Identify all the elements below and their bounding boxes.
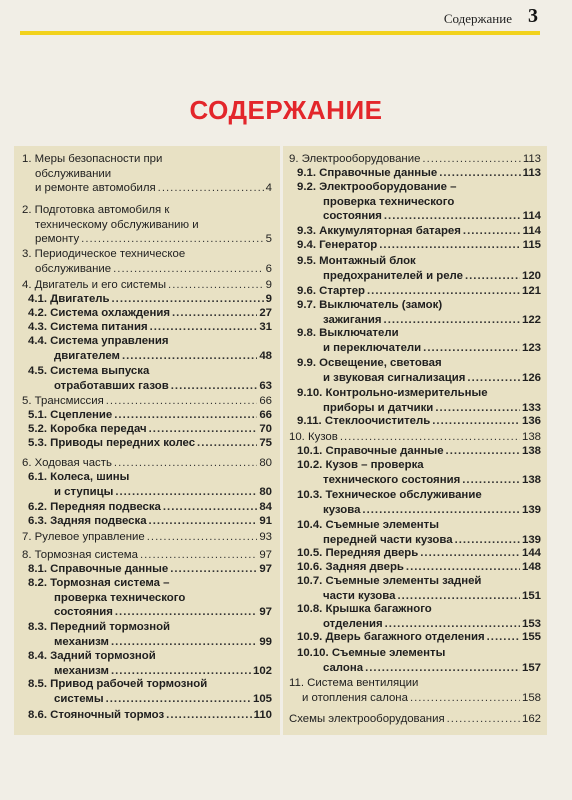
toc-entry-text: 5.2. Коробка передач [28,423,147,435]
toc-entry-text: 5. Трансмиссия [22,395,104,407]
toc-entry [283,298,547,327]
leader-dots [463,224,521,239]
leader-dots [115,485,257,500]
toc-entry [14,470,280,499]
toc-entry-text: отработавших газов [54,379,169,392]
toc-entry [283,414,547,429]
leader-dots [435,401,520,416]
toc-page-number: 9 [265,293,272,305]
toc-page-number: 114 [522,225,541,237]
toc-entry [283,676,547,705]
toc-page-number: 5 [265,233,272,246]
toc-entry-text: 8.5. Привод рабочей тормозной [28,678,208,690]
leader-dots [112,292,264,307]
leader-dots [111,635,257,650]
leader-dots [397,589,520,604]
toc-entry-text: 9.1. Справочные данные [297,167,438,179]
leader-dots [423,341,520,356]
toc-entry-text: 8.3. Передний тормозной [28,621,171,633]
toc-entry [283,238,547,253]
leader-dots [487,630,520,645]
toc-page-number: 66 [259,395,272,407]
toc-page-number: 110 [253,709,272,721]
toc-entry-text: системы [54,692,104,705]
toc-page-number: 115 [522,239,541,251]
toc-entry-text: проверка технического [323,195,455,208]
toc-page-number: 139 [521,503,541,516]
header-rule [20,31,540,35]
toc-entry-text: 4.2. Система охлаждения [28,307,171,319]
leader-dots [197,436,257,451]
toc-entry-text: состояния [323,210,382,223]
toc-entry-text: 8.4. Задний тормозной [28,650,156,662]
leader-dots [166,708,251,723]
toc-entry [14,394,280,409]
toc-entry-text: 4.1. Двигатель [28,293,110,305]
toc-page-number: 136 [521,415,541,427]
toc-entry [283,166,547,181]
toc-entry-text: 4.4. Система управления [28,335,169,347]
toc-entry [14,306,280,321]
toc-page-number: 155 [521,631,541,643]
toc-entry-text: 10.2. Кузов – проверка [297,459,424,471]
toc-entry-text: 7. Рулевое управление [22,531,145,543]
toc-entry [283,326,547,355]
toc-entry-text: 6.3. Задняя подвеска [28,515,147,527]
toc-entry [14,677,280,706]
toc-entry-text: технического состояния [323,473,461,486]
leader-dots [462,473,520,488]
leader-dots [140,548,257,563]
toc-entry [283,488,547,517]
toc-entry-text: 10.10. Съемные элементы [297,647,446,659]
toc-entry-text: 8. Тормозная система [22,549,138,561]
toc-entry-text: 4.3. Система питания [28,321,148,333]
toc-entry [14,548,280,563]
toc-entry [14,620,280,649]
toc-page-number: 123 [521,341,541,354]
toc-entry-text: 6. Ходовая часть [22,457,112,469]
toc-entry-text: 8.6. Стояночный тормоз [28,709,165,721]
leader-dots [149,422,258,437]
leader-dots [149,514,258,529]
toc-entry-text: зажигания [323,313,382,326]
toc-page-number: 31 [259,321,272,333]
toc-entry-text: 10.3. Техническое обслуживание [297,489,482,501]
leader-dots [114,408,257,423]
toc-page-number: 6 [265,262,272,275]
toc-entry [283,630,547,645]
page-number: 3 [528,5,538,27]
toc-entry-text: 10.8. Крышка багажного [297,603,432,615]
leader-dots [115,605,257,620]
toc-entry-text: и ступицы [54,485,114,498]
toc-page-number: 138 [521,431,541,443]
leader-dots [465,269,520,284]
leader-dots [106,692,251,707]
toc-page-number: 84 [259,501,272,513]
toc-entry [283,180,547,224]
leader-dots [432,414,520,429]
toc-entry [14,456,280,471]
toc-entry-text: Схемы электрооборудования [289,713,445,725]
toc-entry-text: 10.6. Задняя дверь [297,561,404,573]
toc-entry [283,224,547,239]
toc-page-number: 162 [521,713,541,725]
toc-page-number: 66 [259,409,272,421]
toc-entry [14,649,280,678]
toc-page-number: 97 [259,549,272,561]
toc-entry-text: 3. Периодическое техническое [22,248,186,260]
toc-entry [14,530,280,545]
toc-entry [283,386,547,415]
toc-page-number: 48 [259,349,272,362]
toc-entry-text: 10.9. Дверь багажного отделения [297,631,485,643]
leader-dots [111,664,251,679]
leader-dots [455,533,520,548]
leader-dots [367,284,520,299]
toc-entry [14,152,280,196]
toc-page-number: 97 [259,563,272,575]
toc-entry-text: ремонту [35,233,80,246]
toc-entry-text: обслуживание [35,262,112,275]
toc-entry-text: и переключатели [323,341,422,354]
toc-page-number: 75 [259,437,272,449]
toc-entry-text: и звуковая сигнализация [323,371,466,384]
toc-entry-text: части кузова [323,589,396,602]
toc-entry [14,562,280,577]
toc-page-number: 27 [259,307,272,319]
toc-entry [14,247,280,276]
toc-entry-text: 6.1. Колеса, шины [28,471,130,483]
toc-entry-text: 10.5. Передняя дверь [297,547,419,559]
toc-page-number: 121 [521,285,541,297]
toc-entry-text: кузова [323,503,361,516]
toc-entry [14,292,280,307]
toc-entry-text: 9.7. Выключатель (замок) [297,299,443,311]
toc-entry [283,458,547,487]
toc-page-number: 113 [522,153,541,165]
toc-entry [14,436,280,451]
toc-entry [14,514,280,529]
toc-page-number: 4 [265,182,272,195]
toc-entry [283,254,547,283]
toc-entry-text: 4.5. Система выпуска [28,365,150,377]
leader-dots [379,238,520,253]
toc-entry-text: 8.1. Справочные данные [28,563,169,575]
toc-entry-text: 9.5. Монтажный блок [297,255,416,267]
toc-entry [14,422,280,437]
toc-entry-text: 9.11. Стеклоочиститель [297,415,431,427]
toc-page-number: 122 [521,313,541,326]
leader-dots [106,394,258,409]
toc-entry [14,364,280,393]
toc-page-number: 80 [259,457,272,469]
leader-dots [384,313,520,328]
toc-entry-text: обслуживании [35,167,112,180]
header-section-title: Содержание [443,11,512,26]
toc-page-number: 93 [259,531,272,543]
toc-page-number: 148 [521,561,541,573]
leader-dots [147,530,258,545]
toc-entry [283,444,547,459]
toc-entry-text: 6.2. Передняя подвеска [28,501,161,513]
toc-entry [283,646,547,675]
leader-dots [439,166,520,181]
toc-entry-text: 9.3. Аккумуляторная батарея [297,225,461,237]
toc-entry-text: 11. Система вентиляции [289,677,419,689]
toc-entry-text: и отопления салона [302,691,408,704]
toc-entry-text: проверка технического [54,591,186,604]
toc-entry [283,602,547,631]
toc-entry-text: 9.2. Электрооборудование – [297,181,457,193]
toc-entry [14,278,280,293]
toc-right-column [283,146,547,735]
leader-dots [168,278,264,293]
page-title: СОДЕРЖАНИЕ [189,95,383,125]
toc-page-number: 120 [521,269,541,282]
toc-entry-text: 9.6. Стартер [297,285,365,297]
toc-page-number: 126 [521,371,541,384]
toc-entry [14,320,280,335]
toc-entry-text: предохранителей и реле [323,269,463,282]
toc-page-number: 63 [259,379,272,392]
leader-dots [406,560,520,575]
toc-entry-text: 9.8. Выключатели [297,327,399,339]
toc-entry-text: 10.1. Справочные данные [297,445,444,457]
toc-left-column [14,146,280,735]
toc-entry-text: салона [323,661,364,674]
toc-entry-text: механизм [54,664,109,677]
toc-entry [283,356,547,385]
toc-entry [14,408,280,423]
leader-dots [467,371,520,386]
toc-entry-text: 1. Меры безопасности при [22,153,163,165]
toc-entry-text: механизм [54,635,109,648]
leader-dots [114,456,257,471]
toc-entry [283,518,547,547]
toc-entry-text: 9.4. Генератор [297,239,378,251]
leader-dots [81,232,263,247]
leader-dots [113,262,264,277]
leader-dots [384,209,521,224]
toc-entry-text: передней части кузова [323,533,453,546]
toc-page-number: 138 [521,445,541,457]
leader-dots [163,500,257,515]
leader-dots [446,444,520,459]
toc-page-number: 97 [259,606,272,619]
toc-entry-text: состояния [54,606,113,619]
leader-dots [410,691,520,706]
leader-dots [158,181,264,196]
leader-dots [447,712,520,727]
toc-entry [283,430,547,445]
toc-entry-text: 9.9. Освещение, световая [297,357,442,369]
toc-page-number: 153 [521,617,541,630]
toc-page-number: 99 [259,635,272,648]
toc-entry-text: техническому обслуживанию и [35,218,199,231]
leader-dots [420,546,520,561]
leader-dots [340,430,520,445]
page-header [0,0,572,40]
toc-entry-text: 5.1. Сцепление [28,409,113,421]
toc-page-number: 157 [521,661,541,674]
toc-page-number: 80 [259,485,272,498]
toc-entry-text: отделения [323,617,383,630]
toc-entry [283,284,547,299]
toc-entry [14,334,280,363]
leader-dots [122,349,257,364]
toc-entry-text: 10.4. Съемные элементы [297,519,439,531]
toc-entry [283,152,547,167]
toc-page-number: 158 [521,691,541,704]
toc-page-number: 144 [521,547,541,559]
leader-dots [385,617,520,632]
toc-entry-text: 9. Электрооборудование [289,153,421,165]
toc-page-number: 113 [522,167,541,179]
toc-page-number: 114 [522,210,541,223]
toc-page-number: 70 [259,423,272,435]
leader-dots [362,503,520,518]
leader-dots [422,152,520,167]
toc-page-number: 102 [252,664,272,677]
toc-page-number: 91 [259,515,272,527]
leader-dots [170,562,257,577]
toc-entry-text: приборы и датчики [323,401,434,414]
toc-page-number: 133 [521,401,541,414]
toc-entry-text: 4. Двигатель и его системы [22,279,167,291]
toc-entry-text: 10. Кузов [289,431,338,443]
leader-dots [171,379,258,394]
toc-page-number: 151 [521,589,541,602]
toc-entry-text: двигателем [54,349,120,362]
toc-entry [283,712,547,727]
toc-entry-text: 10.7. Съемные элементы задней [297,575,482,587]
toc-page-number: 105 [252,692,272,705]
toc-entry [283,546,547,561]
toc-entry-text: 2. Подготовка автомобиля к [22,204,170,216]
toc-page-number: 139 [521,533,541,546]
toc-entry-text: 5.3. Приводы передних колес [28,437,196,449]
toc-entry [14,203,280,247]
toc-entry-text: и ремонте автомобиля [35,182,156,195]
toc-entry [14,576,280,620]
toc-page-number: 138 [521,473,541,486]
leader-dots [172,306,257,321]
leader-dots [365,661,520,676]
toc-entry-text: 8.2. Тормозная система – [28,577,170,589]
toc-entry [283,574,547,603]
toc-entry-text: 9.10. Контрольно-измерительные [297,387,488,399]
leader-dots [150,320,258,335]
toc-entry [283,560,547,575]
toc-entry [14,708,280,723]
toc-entry [14,500,280,515]
toc-page-number: 9 [265,279,272,291]
